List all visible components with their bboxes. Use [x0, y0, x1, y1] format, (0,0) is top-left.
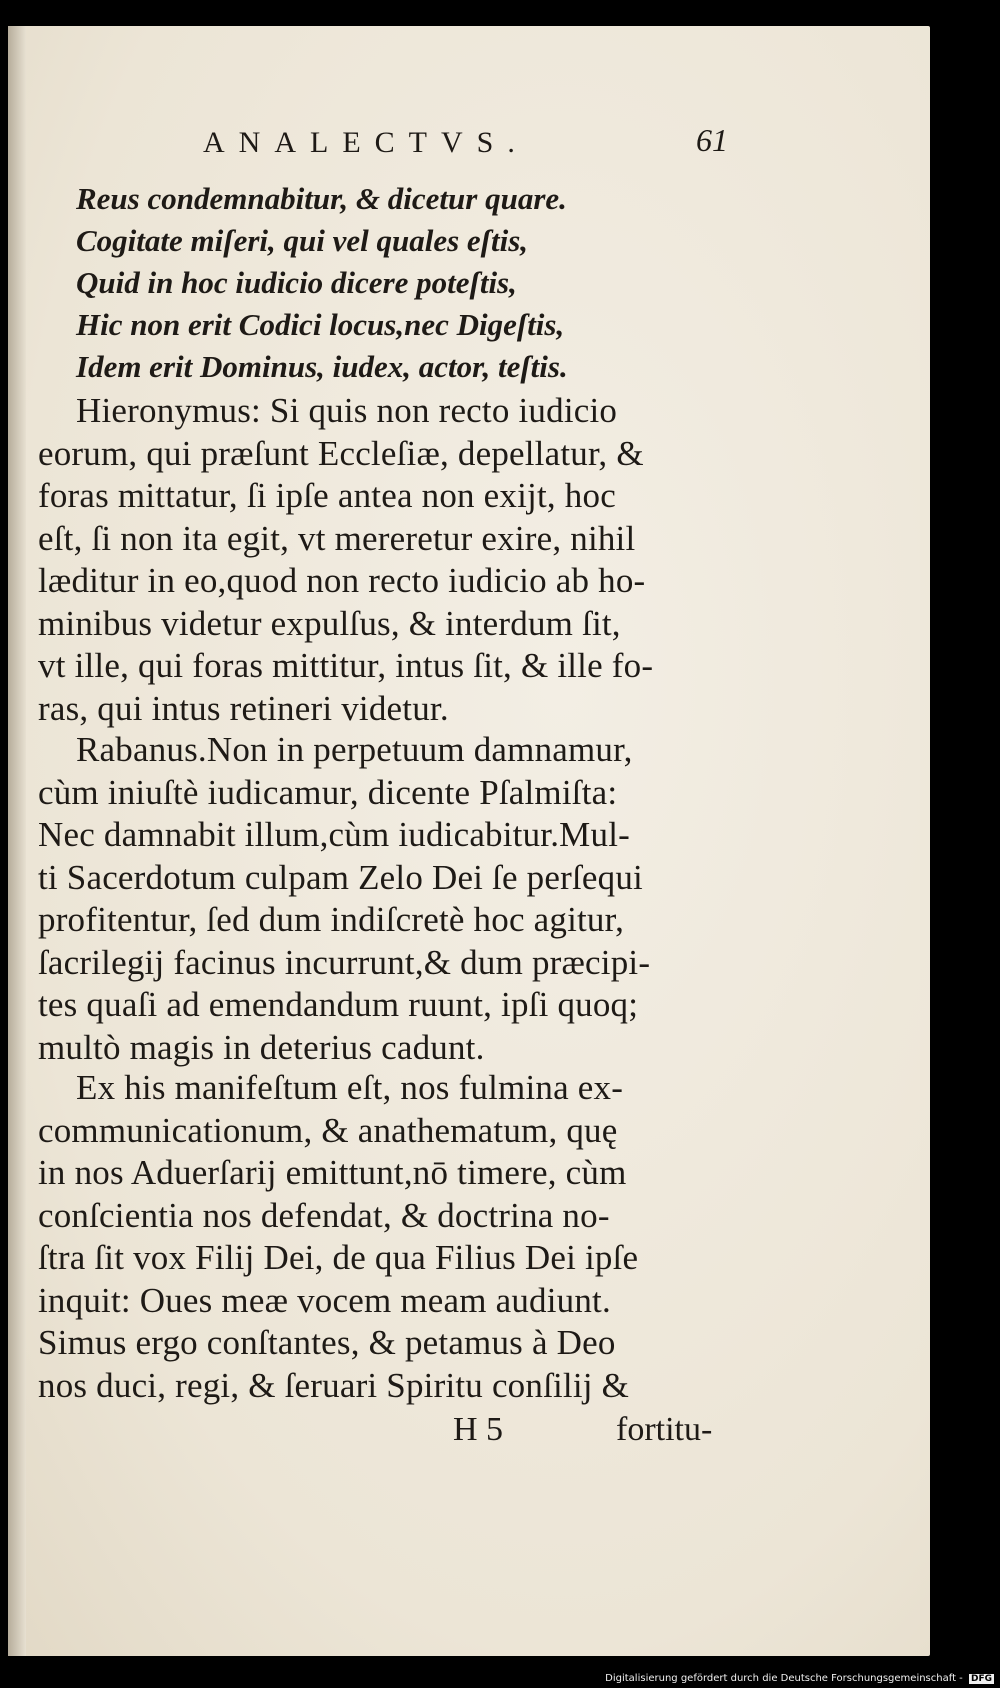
text-line: communicationum, & anathematum, quę: [38, 1110, 618, 1150]
text-line: tes quaſi ad emendandum ruunt, ipſi quoq;: [38, 985, 639, 1024]
text-line: ti Sacerdotum culpam Zelo Dei ſe perſequi: [38, 857, 643, 897]
text-line: in nos Aduerſarij emittunt,nō timere, cùm: [38, 1153, 627, 1192]
verse-line: Cogitate miſeri, qui vel quales eſtis,: [76, 223, 529, 258]
verse-block: [76, 178, 568, 388]
text-line: inquit: Oues meæ vocem meam audiunt.: [38, 1280, 611, 1320]
running-head: ANALECTVS.: [203, 126, 529, 159]
digitization-footer: [605, 1673, 994, 1684]
text-line: Simus ergo conſtantes, & petamus à Deo: [38, 1323, 616, 1362]
text-line: cùm iniuſtè iudicamur, dicente Pſalmiſta:: [38, 772, 618, 812]
page-number: 61: [696, 122, 728, 158]
text-line: vt ille, qui foras mittitur, intus ſit, & ille fo-: [38, 646, 654, 685]
verse-line: Reus condemnabitur, & dicetur quare.: [76, 181, 567, 216]
text-line: ras, qui intus retineri videtur.: [38, 688, 449, 728]
text-line: nos duci, regi, & ſeruari Spiritu conſilij &: [38, 1365, 630, 1405]
verse-line: Idem erit Dominus, iudex, actor, teſtis.: [76, 349, 568, 384]
text-line: Nec damnabit illum,cùm iudicabitur.Mul-: [38, 815, 630, 854]
text-line: Ex his manifeſtum eſt, nos fulmina ex-: [76, 1068, 624, 1107]
verse-line: Hic non erit Codici locus,nec Digeſtis,: [76, 307, 565, 342]
paragraph-rabanus: [38, 729, 738, 1069]
text-line: profitentur, ſed dum indiſcretè hoc agitur,: [38, 900, 625, 939]
text-line: ſtra ſit vox Filij Dei, de qua Filius Dei ipſe: [38, 1238, 639, 1277]
text-line: ſacrilegij facinus incurrunt,& dum præcipi-: [38, 942, 651, 982]
text-line: conſcientia nos defendat, & doctrina no-: [38, 1195, 610, 1235]
catchword: fortitu-: [616, 1411, 713, 1448]
text-line: multò magis in deterius cadunt.: [38, 1027, 485, 1067]
paragraph-hieronymus: [38, 390, 738, 730]
text-line: Rabanus.Non in perpetuum damnamur,: [76, 730, 633, 769]
footer-text: Digitalisierung gefördert durch die Deutsche Forschungsgemeinschaft -: [605, 1673, 963, 1684]
text-line: læditur in eo,quod non recto iudicio ab ho-: [38, 561, 646, 600]
text-line: foras mittatur, ſi ipſe antea non exijt, hoc: [38, 476, 616, 515]
text-line: eorum, qui præſunt Eccleſiæ, depellatur, &: [38, 433, 644, 473]
text-line: Hieronymus: Si quis non recto iudicio: [76, 391, 618, 430]
text-line: minibus videtur expulſus, & interdum ſit,: [38, 603, 621, 643]
signature-mark: H 5: [453, 1411, 504, 1448]
paragraph-conclusion: [38, 1067, 738, 1407]
book-page: [8, 26, 930, 1656]
dfg-logo: DFG: [970, 1674, 992, 1684]
page-spine-shadow: [8, 26, 26, 1656]
text-line: eſt, ſi non ita egit, vt mereretur exire, nihil: [38, 518, 636, 558]
verse-line: Quid in hoc iudicio dicere poteſtis,: [76, 265, 517, 300]
